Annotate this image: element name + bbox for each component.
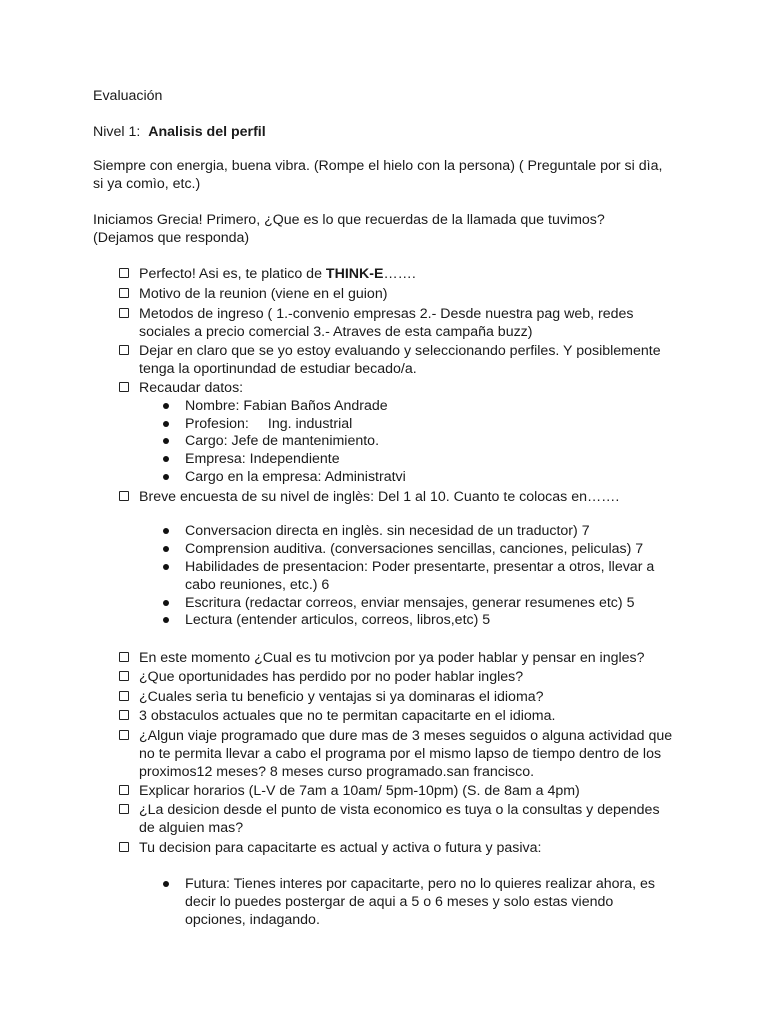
opening-line-1: Iniciamos Grecia! Primero, ¿Que es lo que recuerdas de la llamada que tuvimos? (93, 212, 605, 228)
check-item-8: ¿Que oportunidades has perdido por no poder hablar ingles? (139, 669, 524, 685)
datos-profesion (185, 415, 352, 433)
check-item-11-line-2: no te permita llevar a cabo el programa por el mismo lapso de tiempo dentro de los (139, 746, 662, 762)
opening-line-2: (Dejamos que responda) (93, 230, 250, 246)
datos-empresa: Empresa: Independiente (185, 451, 340, 467)
intro-line-1: Siempre con energia, buena vibra. (Rompe el hielo con la persona) ( Preguntale por si dìa, (93, 158, 663, 174)
check-item-1-before: Perfecto! Asi es, te platico de (139, 266, 326, 282)
document-title: Evaluación (93, 88, 163, 104)
check-item-5: Recaudar datos: (139, 380, 244, 396)
bullet-dot (163, 617, 169, 623)
checkbox-11[interactable] (119, 730, 129, 740)
checkbox-2[interactable] (119, 288, 129, 298)
check-item-11-line-1: ¿Algun viaje programado que dure mas de 3 meses seguidos o alguna actividad que (139, 728, 673, 744)
check-item-6: Breve encuesta de su nivel de inglès: Del 1 al 10. Cuanto te colocas en……. (139, 489, 620, 505)
futura-line-1: Futura: Tienes interes por capacitarte, pero no lo quieres realizar ahora, es (185, 876, 656, 892)
checkbox-9[interactable] (119, 691, 129, 701)
bullet-dot (163, 456, 169, 462)
checkbox-13[interactable] (119, 804, 129, 814)
profesion-label: Profesion: (185, 416, 249, 432)
check-item-4-line-1: Dejar en claro que se yo estoy evaluando y seleccionando perfiles. Y posiblemente (139, 343, 661, 359)
bullet-dot (163, 564, 169, 570)
encuesta-habilidades-line-1: Habilidades de presentacion: Poder presentarte, presentar a otros, llevar a (185, 559, 655, 575)
checkbox-12[interactable] (119, 785, 129, 795)
checkbox-1[interactable] (119, 268, 129, 278)
encuesta-habilidades-line-2: cabo reuniones, etc.) 6 (185, 577, 330, 593)
check-item-7: En este momento ¿Cual es tu motivcion por ya poder hablar y pensar en ingles? (139, 650, 645, 666)
encuesta-conversacion: Conversacion directa en inglès. sin necesidad de un traductor) 7 (185, 523, 590, 539)
level-heading (93, 123, 266, 141)
check-item-4-line-2: tenga la oportinundad de estudiar becado/a. (139, 361, 417, 377)
encuesta-lectura: Lectura (entender articulos, correos, libros,etc) 5 (185, 612, 491, 628)
checkbox-8[interactable] (119, 671, 129, 681)
check-item-10: 3 obstaculos actuales que no te permitan capacitarte en el idioma. (139, 708, 556, 724)
futura-line-3: opciones, indagando. (185, 912, 320, 928)
bullet-dot (163, 421, 169, 427)
check-item-2: Motivo de la reunion (viene en el guion) (139, 286, 388, 302)
checkbox-5[interactable] (119, 382, 129, 392)
encuesta-comprension: Comprension auditiva. (conversaciones sencillas, canciones, peliculas) 7 (185, 541, 644, 557)
intro-line-2: si ya comìo, etc.) (93, 176, 201, 192)
checkbox-7[interactable] (119, 652, 129, 662)
check-item-9: ¿Cuales serìa tu beneficio y ventajas si ya dominaras el idioma? (139, 689, 544, 705)
checkbox-10[interactable] (119, 710, 129, 720)
datos-cargo-empresa: Cargo en la empresa: Administratvi (185, 469, 406, 485)
check-item-1-after: ……. (383, 266, 416, 282)
checkbox-3[interactable] (119, 308, 129, 318)
check-item-1 (139, 265, 416, 283)
bullet-dot (163, 546, 169, 552)
bullet-dot (163, 403, 169, 409)
datos-cargo: Cargo: Jefe de mantenimiento. (185, 433, 380, 449)
check-item-13-line-1: ¿La desicion desde el punto de vista economico es tuya o la consultas y dependes (139, 802, 660, 818)
check-item-3-line-1: Metodos de ingreso ( 1.-convenio empresas 2.- Desde nuestra pag web, redes (139, 306, 634, 322)
check-item-11-line-3: proximos12 meses? 8 meses curso programado.san francisco. (139, 764, 535, 780)
datos-nombre: Nombre: Fabian Baños Andrade (185, 398, 388, 414)
checkbox-14[interactable] (119, 842, 129, 852)
encuesta-escritura: Escritura (redactar correos, enviar mensajes, generar resumenes etc) 5 (185, 595, 635, 611)
check-item-13-line-2: de alguien mas? (139, 820, 244, 836)
bullet-dot (163, 881, 169, 887)
bullet-dot (163, 528, 169, 534)
checkbox-6[interactable] (119, 491, 129, 501)
level-title: Analisis del perfil (148, 124, 266, 140)
bullet-dot (163, 600, 169, 606)
futura-line-2: decir lo puedes postergar de aqui a 5 o 6 meses y solo estas viendo (185, 894, 614, 910)
profesion-value: Ing. industrial (267, 416, 353, 432)
check-item-14: Tu decision para capacitarte es actual y activa o futura y pasiva: (139, 840, 542, 856)
bullet-dot (163, 438, 169, 444)
check-item-12: Explicar horarios (L-V de 7am a 10am/ 5pm-10pm) (S. de 8am a 4pm) (139, 783, 580, 799)
brand-name: THINK-E (325, 266, 384, 282)
checkbox-4[interactable] (119, 345, 129, 355)
check-item-3-line-2: sociales a precio comercial 3.- Atraves de esta campaña buzz) (139, 324, 533, 340)
level-prefix: Nivel 1: (93, 124, 141, 140)
bullet-dot (163, 474, 169, 480)
